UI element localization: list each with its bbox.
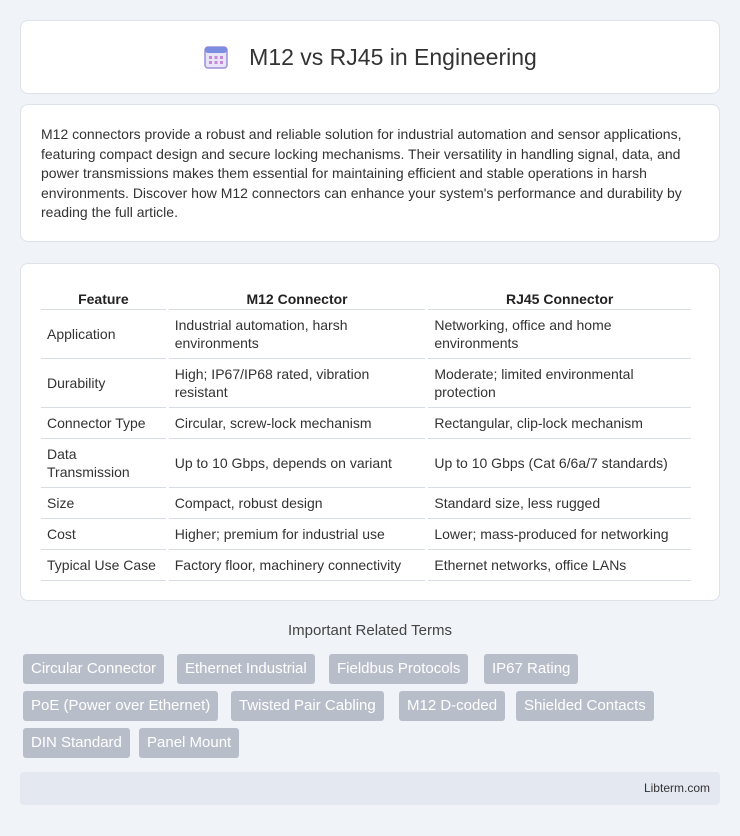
intro-card [20,104,720,242]
table-cell: Higher; premium for industrial use [169,519,426,550]
footer-site-link[interactable]: Libterm.com [643,781,710,795]
header-card [20,20,720,94]
term-tag-poe[interactable]: PoE (Power over Ethernet) [23,691,218,721]
table-header-feature: Feature [41,282,166,310]
table-row [41,310,691,359]
table-cell: Typical Use Case [41,550,166,581]
table-cell: Compact, robust design [169,488,426,519]
comparison-table-card [20,263,720,601]
table-cell: Industrial automation, harsh environments [169,310,426,359]
table-row [41,439,691,488]
table-header-rj45: RJ45 Connector [428,282,691,310]
intro-text: M12 connectors provide a robust and reliable solution for industrial automation and sensor applications, featuring compact design and secure locking mechanisms. Their versatility in handling signal, data, and power transmissions makes them essential for maintaining efficient and stable operations in harsh environments. Discover how M12 connectors can enhance your system's performance and durability by reading the full article. [41,126,682,220]
term-tag-panel-mount[interactable]: Panel Mount [139,728,239,758]
table-cell: Connector Type [41,408,166,439]
table-cell: Ethernet networks, office LANs [428,550,691,581]
term-tag-shielded-contacts[interactable]: Shielded Contacts [516,691,654,721]
calendar-icon [203,44,229,70]
footer [20,772,720,805]
term-tag-twisted-pair-cabling[interactable]: Twisted Pair Cabling [231,691,384,721]
table-row [41,488,691,519]
table-cell: Moderate; limited environmental protection [428,359,691,408]
comparison-table [38,282,694,581]
table-cell: Rectangular, clip-lock mechanism [428,408,691,439]
table-row [41,519,691,550]
table-cell: Data Transmission [41,439,166,488]
term-tag-din-standard[interactable]: DIN Standard [23,728,130,758]
table-cell: Up to 10 Gbps (Cat 6/6a/7 standards) [428,439,691,488]
table-row [41,408,691,439]
term-tag-circular-connector[interactable]: Circular Connector [23,654,164,684]
table-cell: Standard size, less rugged [428,488,691,519]
term-tag-fieldbus-protocols[interactable]: Fieldbus Protocols [329,654,468,684]
table-cell: Up to 10 Gbps, depends on variant [169,439,426,488]
table-cell: Durability [41,359,166,408]
table-cell: Cost [41,519,166,550]
page-title: M12 vs RJ45 in Engineering [249,43,537,70]
table-cell: Circular, screw-lock mechanism [169,408,426,439]
term-tag-ethernet-industrial[interactable]: Ethernet Industrial [177,654,315,684]
table-cell: Factory floor, machinery connectivity [169,550,426,581]
related-terms-title: Important Related Terms [288,622,452,639]
table-cell: Size [41,488,166,519]
table-row [41,550,691,581]
term-tag-m12-d-coded[interactable]: M12 D-coded [399,691,505,721]
table-cell: High; IP67/IP68 rated, vibration resistant [169,359,426,408]
table-cell: Networking, office and home environments [428,310,691,359]
term-tag-ip67-rating[interactable]: IP67 Rating [484,654,578,684]
table-cell: Application [41,310,166,359]
table-header-m12: M12 Connector [169,282,426,310]
table-cell: Lower; mass-produced for networking [428,519,691,550]
table-row [41,359,691,408]
